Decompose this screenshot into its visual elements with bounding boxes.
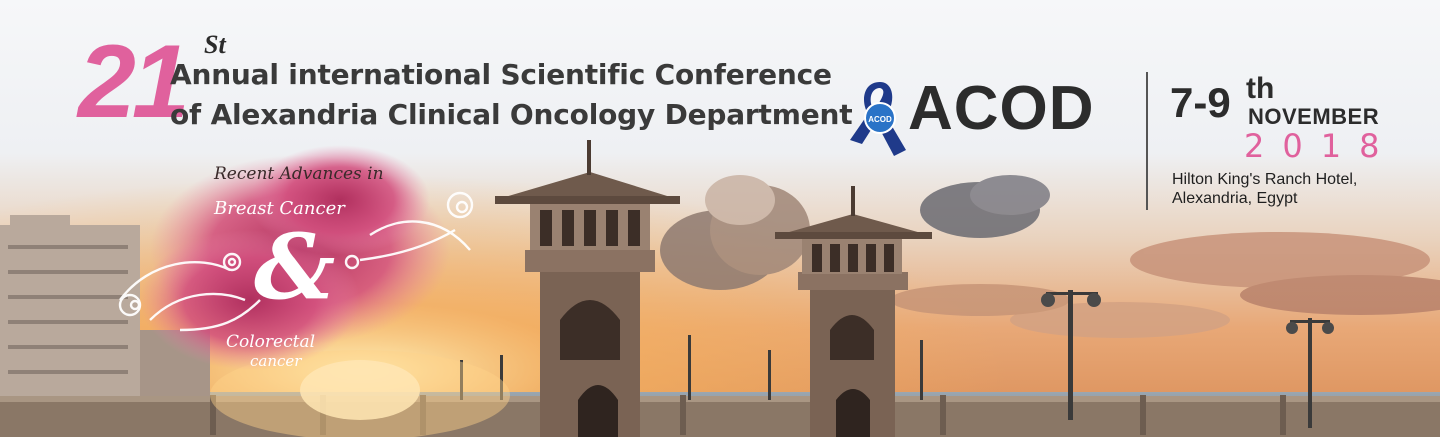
acod-logo-text: ACOD (908, 74, 1095, 143)
event-month: NOVEMBER (1248, 104, 1380, 129)
event-year: 2018 (1244, 127, 1398, 165)
logo-divider (1146, 72, 1148, 210)
conference-title-line-2: of Alexandria Clinical Oncology Department (170, 98, 853, 131)
venue-line-1: Hilton King's Ranch Hotel, (1172, 171, 1358, 188)
edition-ordinal-suffix: St (204, 30, 226, 59)
event-date-range: 7-9 (1170, 79, 1231, 126)
conference-title-line-1: Annual international Scientific Conference (170, 58, 832, 91)
edition-number: 21 (78, 24, 186, 140)
event-venue (1172, 170, 1357, 208)
logo-emblem-text: ACOD (868, 115, 892, 124)
event-date-ordinal: th (1246, 72, 1275, 105)
theme-topic-breast-cancer: Breast Cancer (214, 198, 345, 219)
venue-line-2: Alexandria, Egypt (1172, 190, 1298, 207)
theme-ampersand: & (254, 214, 336, 320)
awareness-ribbon-icon (842, 78, 912, 164)
theme-topic-colorectal: Colorectal (226, 332, 316, 352)
theme-intro: Recent Advances in (214, 164, 384, 184)
theme-topic-cancer: cancer (250, 352, 302, 370)
